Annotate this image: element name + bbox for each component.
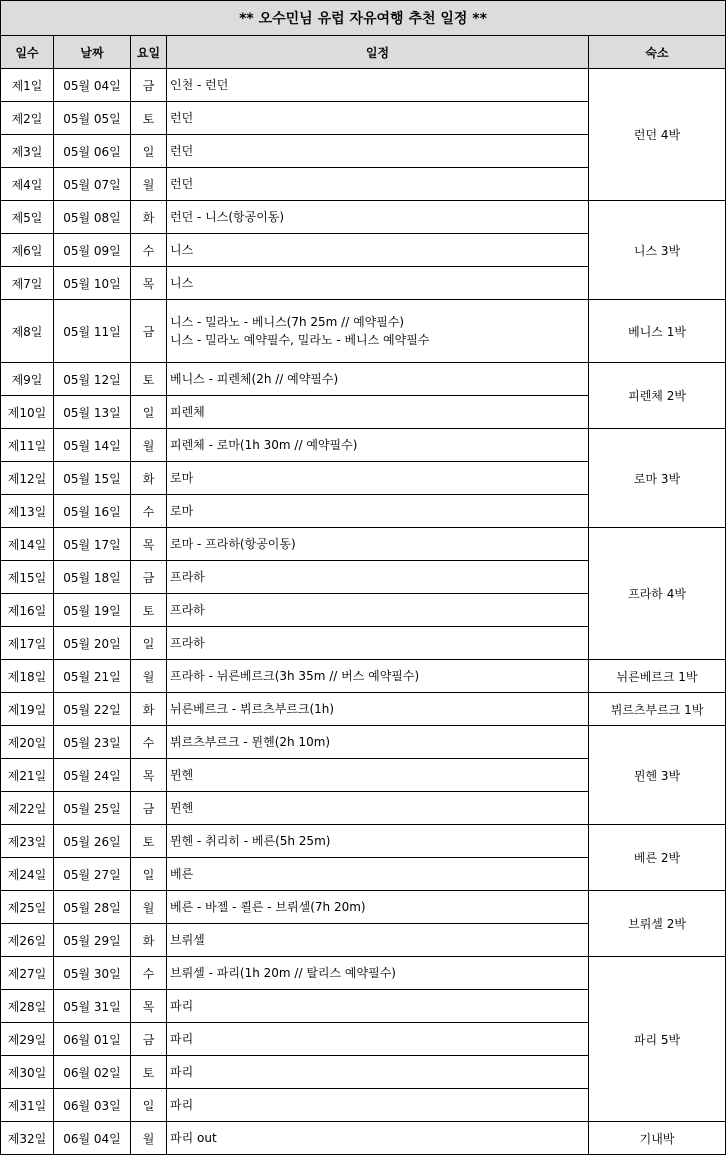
table-row [1, 528, 726, 561]
schedule-cell [167, 135, 589, 168]
lodging-cell: 피렌체 2박 [589, 363, 726, 429]
day-cell: 제31일 [1, 1089, 54, 1122]
schedule-line: 니스 [170, 243, 194, 257]
schedule-cell [167, 759, 589, 792]
date-cell: 05월 12일 [54, 363, 131, 396]
date-cell: 05월 11일 [54, 300, 131, 363]
schedule-line: 베른 - 바젤 - 쾰른 - 브뤼셀(7h 20m) [170, 900, 366, 914]
schedule-line: 파리 out [170, 1131, 217, 1145]
itinerary-body [1, 69, 726, 1155]
table-row [1, 726, 726, 759]
day-cell: 제2일 [1, 102, 54, 135]
date-cell: 05월 19일 [54, 594, 131, 627]
day-cell: 제13일 [1, 495, 54, 528]
lodging-cell: 런던 4박 [589, 69, 726, 201]
schedule-line: 프라하 [170, 570, 205, 584]
header-day: 일수 [1, 36, 54, 69]
schedule-cell [167, 1056, 589, 1089]
weekday-cell: 토 [131, 1056, 167, 1089]
schedule-cell [167, 594, 589, 627]
weekday-cell: 일 [131, 1089, 167, 1122]
day-cell: 제8일 [1, 300, 54, 363]
table-row [1, 660, 726, 693]
date-cell: 05월 26일 [54, 825, 131, 858]
day-cell: 제21일 [1, 759, 54, 792]
date-cell: 05월 14일 [54, 429, 131, 462]
weekday-cell: 금 [131, 561, 167, 594]
schedule-cell [167, 627, 589, 660]
day-cell: 제25일 [1, 891, 54, 924]
schedule-line: 파리 [170, 1065, 194, 1079]
weekday-cell: 월 [131, 168, 167, 201]
schedule-cell [167, 792, 589, 825]
day-cell: 제27일 [1, 957, 54, 990]
weekday-cell: 목 [131, 528, 167, 561]
lodging-cell: 니스 3박 [589, 201, 726, 300]
weekday-cell: 금 [131, 300, 167, 363]
day-cell: 제14일 [1, 528, 54, 561]
header-lodging: 숙소 [589, 36, 726, 69]
schedule-cell [167, 726, 589, 759]
schedule-cell [167, 990, 589, 1023]
lodging-cell: 뮌헨 3박 [589, 726, 726, 825]
schedule-cell [167, 957, 589, 990]
weekday-cell: 월 [131, 660, 167, 693]
date-cell: 05월 20일 [54, 627, 131, 660]
day-cell: 제20일 [1, 726, 54, 759]
weekday-cell: 수 [131, 234, 167, 267]
schedule-line: 런던 [170, 177, 194, 191]
lodging-cell: 기내박 [589, 1122, 726, 1155]
schedule-line: 피렌체 [170, 405, 205, 419]
day-cell: 제23일 [1, 825, 54, 858]
schedule-line: 파리 [170, 1032, 194, 1046]
day-cell: 제1일 [1, 69, 54, 102]
lodging-cell: 베니스 1박 [589, 300, 726, 363]
weekday-cell: 토 [131, 363, 167, 396]
day-cell: 제15일 [1, 561, 54, 594]
weekday-cell: 금 [131, 69, 167, 102]
day-cell: 제32일 [1, 1122, 54, 1155]
schedule-line: 프라하 [170, 636, 205, 650]
date-cell: 05월 08일 [54, 201, 131, 234]
weekday-cell: 월 [131, 429, 167, 462]
schedule-cell [167, 168, 589, 201]
day-cell: 제19일 [1, 693, 54, 726]
schedule-cell [167, 429, 589, 462]
day-cell: 제7일 [1, 267, 54, 300]
schedule-cell [167, 495, 589, 528]
schedule-line: 로마 [170, 471, 194, 485]
date-cell: 05월 07일 [54, 168, 131, 201]
date-cell: 06월 01일 [54, 1023, 131, 1056]
day-cell: 제18일 [1, 660, 54, 693]
schedule-cell [167, 396, 589, 429]
day-cell: 제11일 [1, 429, 54, 462]
schedule-cell [167, 924, 589, 957]
schedule-line: 파리 [170, 999, 194, 1013]
schedule-line: 베른 [170, 867, 194, 881]
schedule-line: 프라하 [170, 603, 205, 617]
weekday-cell: 목 [131, 990, 167, 1023]
weekday-cell: 목 [131, 759, 167, 792]
date-cell: 06월 03일 [54, 1089, 131, 1122]
schedule-line: 뮌헨 - 취리히 - 베른(5h 25m) [170, 834, 331, 848]
schedule-cell [167, 69, 589, 102]
weekday-cell: 금 [131, 792, 167, 825]
schedule-line: 피렌체 - 로마(1h 30m // 예약필수) [170, 438, 358, 452]
header-row [1, 36, 726, 69]
day-cell: 제29일 [1, 1023, 54, 1056]
date-cell: 05월 09일 [54, 234, 131, 267]
schedule-line: 프라하 - 뉘른베르크(3h 35m // 버스 예약필수) [170, 669, 420, 683]
schedule-line: 파리 [170, 1098, 194, 1112]
weekday-cell: 일 [131, 627, 167, 660]
day-cell: 제12일 [1, 462, 54, 495]
schedule-cell [167, 267, 589, 300]
table-row [1, 300, 726, 363]
weekday-cell: 월 [131, 891, 167, 924]
date-cell: 05월 18일 [54, 561, 131, 594]
date-cell: 05월 13일 [54, 396, 131, 429]
day-cell: 제6일 [1, 234, 54, 267]
day-cell: 제4일 [1, 168, 54, 201]
day-cell: 제3일 [1, 135, 54, 168]
page-title: ** 오수민님 유럽 자유여행 추천 일정 ** [1, 1, 726, 36]
date-cell: 05월 25일 [54, 792, 131, 825]
schedule-line: 뮌헨 [170, 801, 194, 815]
day-cell: 제26일 [1, 924, 54, 957]
weekday-cell: 토 [131, 594, 167, 627]
schedule-cell [167, 1023, 589, 1056]
header-schedule: 일정 [167, 36, 589, 69]
date-cell: 05월 16일 [54, 495, 131, 528]
schedule-line: 뉘른베르크 - 뷔르츠부르크(1h) [170, 702, 335, 716]
date-cell: 05월 04일 [54, 69, 131, 102]
weekday-cell: 일 [131, 396, 167, 429]
schedule-cell [167, 825, 589, 858]
lodging-cell: 뷔르츠부르크 1박 [589, 693, 726, 726]
table-row [1, 825, 726, 858]
lodging-cell: 파리 5박 [589, 957, 726, 1122]
header-weekday: 요일 [131, 36, 167, 69]
schedule-cell [167, 693, 589, 726]
date-cell: 05월 15일 [54, 462, 131, 495]
weekday-cell: 화 [131, 924, 167, 957]
schedule-cell [167, 462, 589, 495]
schedule-line: 뷔르츠부르크 - 뮌헨(2h 10m) [170, 735, 331, 749]
schedule-cell [167, 234, 589, 267]
weekday-cell: 화 [131, 201, 167, 234]
date-cell: 05월 06일 [54, 135, 131, 168]
day-cell: 제10일 [1, 396, 54, 429]
schedule-cell [167, 201, 589, 234]
date-cell: 05월 31일 [54, 990, 131, 1023]
schedule-cell [167, 300, 589, 363]
table-row [1, 957, 726, 990]
schedule-cell [167, 363, 589, 396]
schedule-line: 런던 - 니스(항공이동) [170, 210, 285, 224]
lodging-cell: 로마 3박 [589, 429, 726, 528]
weekday-cell: 일 [131, 858, 167, 891]
date-cell: 06월 02일 [54, 1056, 131, 1089]
schedule-cell [167, 561, 589, 594]
day-cell: 제30일 [1, 1056, 54, 1089]
lodging-cell: 뉘른베르크 1박 [589, 660, 726, 693]
weekday-cell: 일 [131, 135, 167, 168]
table-row [1, 69, 726, 102]
date-cell: 05월 23일 [54, 726, 131, 759]
schedule-line: 로마 [170, 504, 194, 518]
day-cell: 제5일 [1, 201, 54, 234]
weekday-cell: 수 [131, 726, 167, 759]
day-cell: 제28일 [1, 990, 54, 1023]
lodging-cell: 브뤼셀 2박 [589, 891, 726, 957]
lodging-cell: 베른 2박 [589, 825, 726, 891]
day-cell: 제9일 [1, 363, 54, 396]
table-row [1, 363, 726, 396]
date-cell: 06월 04일 [54, 1122, 131, 1155]
date-cell: 05월 29일 [54, 924, 131, 957]
day-cell: 제17일 [1, 627, 54, 660]
date-cell: 05월 24일 [54, 759, 131, 792]
schedule-line: 로마 - 프라하(항공이동) [170, 537, 296, 551]
schedule-cell [167, 1089, 589, 1122]
schedule-cell [167, 1122, 589, 1155]
schedule-line: 런던 [170, 111, 194, 125]
table-row [1, 201, 726, 234]
date-cell: 05월 17일 [54, 528, 131, 561]
schedule-line: 인천 - 런던 [170, 78, 229, 92]
schedule-line: 니스 - 밀라노 - 베니스(7h 25m // 예약필수) [170, 315, 405, 329]
schedule-line: 뮌헨 [170, 768, 194, 782]
schedule-cell [167, 528, 589, 561]
schedule-cell [167, 102, 589, 135]
schedule-line: 베니스 - 피렌체(2h // 예약필수) [170, 372, 339, 386]
table-row [1, 693, 726, 726]
date-cell: 05월 05일 [54, 102, 131, 135]
weekday-cell: 토 [131, 825, 167, 858]
day-cell: 제16일 [1, 594, 54, 627]
table-row [1, 429, 726, 462]
weekday-cell: 수 [131, 957, 167, 990]
schedule-line: 런던 [170, 144, 194, 158]
header-date: 날짜 [54, 36, 131, 69]
weekday-cell: 화 [131, 462, 167, 495]
date-cell: 05월 10일 [54, 267, 131, 300]
weekday-cell: 월 [131, 1122, 167, 1155]
date-cell: 05월 21일 [54, 660, 131, 693]
weekday-cell: 목 [131, 267, 167, 300]
date-cell: 05월 27일 [54, 858, 131, 891]
weekday-cell: 토 [131, 102, 167, 135]
schedule-line: 니스 [170, 276, 194, 290]
table-row [1, 1122, 726, 1155]
schedule-line: 브뤼셀 [170, 933, 205, 947]
day-cell: 제22일 [1, 792, 54, 825]
table-row [1, 891, 726, 924]
schedule-cell [167, 891, 589, 924]
date-cell: 05월 30일 [54, 957, 131, 990]
schedule-cell [167, 660, 589, 693]
date-cell: 05월 22일 [54, 693, 131, 726]
schedule-cell [167, 858, 589, 891]
lodging-cell: 프라하 4박 [589, 528, 726, 660]
schedule-line: 브뤼셀 - 파리(1h 20m // 탈리스 예약필수) [170, 966, 396, 980]
day-cell: 제24일 [1, 858, 54, 891]
weekday-cell: 수 [131, 495, 167, 528]
date-cell: 05월 28일 [54, 891, 131, 924]
weekday-cell: 화 [131, 693, 167, 726]
weekday-cell: 금 [131, 1023, 167, 1056]
schedule-line: 니스 - 밀라노 예약필수, 밀라노 - 베니스 예약필수 [170, 333, 430, 347]
